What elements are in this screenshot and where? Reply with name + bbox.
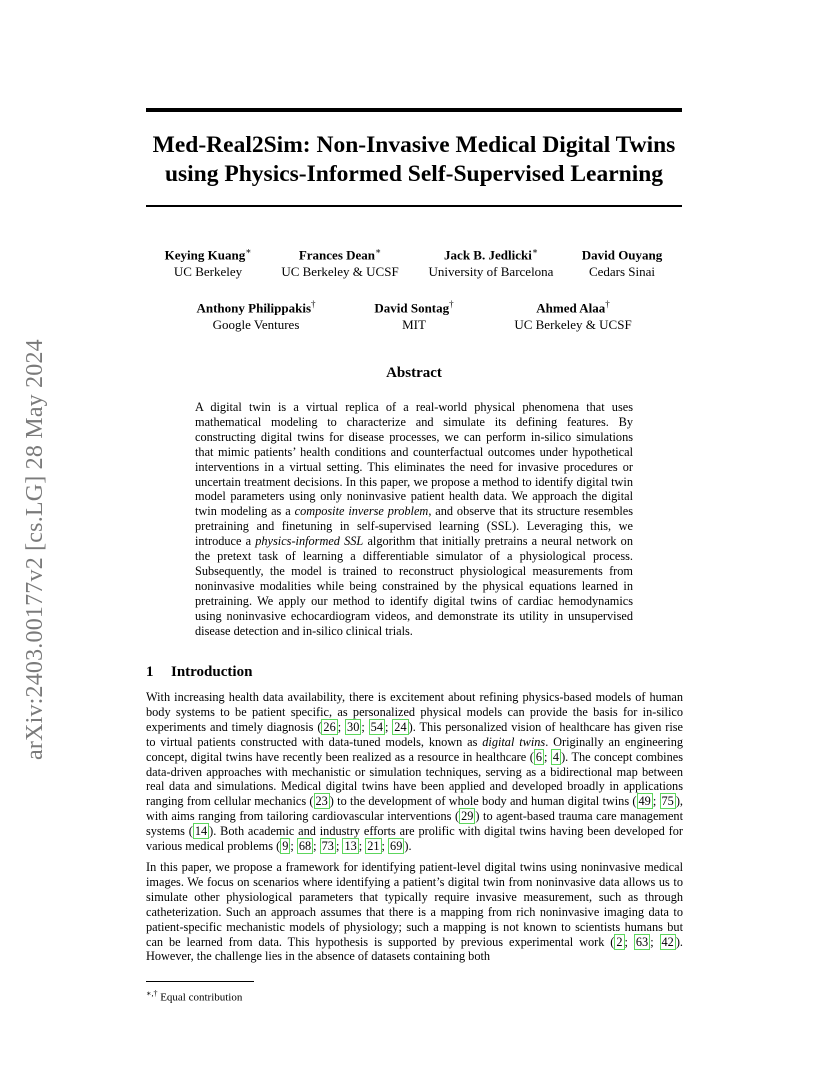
section-heading-introduction: 1 Introduction xyxy=(146,664,253,680)
citation-link[interactable]: 73 xyxy=(321,839,334,854)
citation-link[interactable]: 75 xyxy=(661,794,674,809)
abstract-heading: Abstract xyxy=(386,365,442,381)
author-affiliation: UC Berkeley & UCSF xyxy=(514,317,632,333)
author-name: Frances Dean∗ xyxy=(298,246,382,263)
title-rule-bottom xyxy=(146,205,682,207)
author-name: David Sontag† xyxy=(374,299,454,316)
author-affiliation: Cedars Sinai xyxy=(588,264,656,280)
author-affiliation: University of Barcelona xyxy=(428,264,554,280)
author-block xyxy=(196,296,315,333)
citation-link[interactable]: 29 xyxy=(461,809,474,824)
citation-link[interactable]: 4 xyxy=(552,749,560,764)
author-affiliation: UC Berkeley xyxy=(173,264,243,280)
author-name: Ahmed Alaa† xyxy=(536,299,610,316)
author-affiliation: MIT xyxy=(402,317,426,333)
title-rule-top xyxy=(146,108,682,112)
citation-link[interactable]: 42 xyxy=(661,934,674,949)
arxiv-identifier: arXiv:2403.00177v2 [cs.LG] 28 May 2024 xyxy=(22,339,48,760)
citation-link[interactable]: 14 xyxy=(194,824,208,839)
author-affiliation: UC Berkeley & UCSF xyxy=(281,264,399,280)
footnote-rule xyxy=(146,981,254,982)
citation-link[interactable]: 9 xyxy=(282,839,289,854)
abstract-text: A digital twin is a virtual replica of a real-world physical phenomena that uses mathematical modeling to characterize and simulate its defining features. By constructing digital twins for disease processes, we can perform in-silico simulations that mimic patients’ health conditions and counterfactual outcomes under hypothetical interventions in a virtual setting. This eliminates the need for invasive procedures or uncertain treatment decisions. In this paper, we propose a method to identify digital twin model parameters using only noninvasive patient health data. We approach the digital twin modeling as a composite inverse problem, and observe that its structure resembles pretraining and finetuning in self-supervised learning (SSL). Leveraging this, we introduce a physics-informed SSL algorithm that initially pretrains a neural network on the pretext task of learning a differentiable simulator of a physiological process. Subsequently, the model is trained to reconstruct physiological measurements from noninvasive modalities while being constrained by the physical equations learned in pretraining. We apply our method to identify digital twins of cardiac hemodynamics using noninvasive echocardiogram videos, and demonstrate its utility in unsupervised disease detection and in-silico clinical trials. xyxy=(195,400,634,638)
author-block xyxy=(165,243,252,280)
author-block xyxy=(374,296,453,333)
author-affiliation: Google Ventures xyxy=(212,317,300,333)
citation-link[interactable]: 63 xyxy=(635,934,649,949)
author-block xyxy=(582,243,663,280)
citation-link[interactable]: 13 xyxy=(344,839,357,854)
citation-link[interactable]: 30 xyxy=(347,719,360,734)
intro-paragraph-2: In this paper, we propose a framework for identifying patient-level digital twins using noninvasive medical images. We focus on scenarios where identifying a patient’s digital twin from noninvasive data allows us to simulate other physiological parameters that typically require invasive measurement, such as through catheterization. Such an approach assumes that there is a mapping from rich noninvasive imaging data to patient-specific mechanistic models of physiology; such a mapping is not known to scientists humans but can be learned from data. This hypothesis is supported by previous experimental work ( 2 ; 63 ; 42 ). However, the challenge lies in the absence of datasets containing both xyxy=(146,860,683,964)
title-line-1: Med-Real2Sim: Non-Invasive Medical Digital Twins xyxy=(152,132,676,158)
citation-link[interactable]: 24 xyxy=(394,719,407,734)
citation-link[interactable]: 21 xyxy=(367,839,380,854)
citation-link[interactable]: 2 xyxy=(616,934,623,949)
author-block xyxy=(429,243,554,280)
citation-link[interactable]: 6 xyxy=(535,749,542,764)
intro-paragraph-1: With increasing health data availability, there is excitement about refining physics-based models of human body systems to be patient specific, as personalized physical models can provide the basis for in-silico experiments and timely diagnosis ( 26 ; 30 ; 54 ; 24 ). This personalized vision of healthcare has given rise to virtual patients constructed with data-tuned models, known as digital twins. Originally an engineering concept, digital twins have recently been realized as a resource in healthcare ( 6 ; 4 ). The concept combines data-driven approaches with mechanistic or simulation techniques, serving as a bidirectional map between real data and simulations. Medical digital twins have been applied and developed broadly in applications ranging from cellular mechanics ( 23 ) to the development of whole body and human digital twins ( 49 ; 75 ), with aims ranging from tailoring cardiovascular interventions ( 29 ) to agent-based trauma care management systems ( 14 ). Both academic and industry efforts are prolific with digital twins having been developed for various medical problems ( 9 ; 68 ; 73 ; 13 ; 21 ; 69 ). xyxy=(146,690,684,854)
author-name: Jack B. Jedlicki∗ xyxy=(444,246,538,263)
author-block xyxy=(514,296,631,333)
footnote: ∗,† Equal contribution xyxy=(146,989,243,1004)
author-name: Anthony Philippakis† xyxy=(196,299,316,316)
citation-link[interactable]: 54 xyxy=(370,719,383,734)
author-name: Keying Kuang∗ xyxy=(164,246,252,263)
citation-link[interactable]: 49 xyxy=(638,794,651,809)
citation-link[interactable]: 26 xyxy=(323,719,336,734)
citation-link[interactable]: 23 xyxy=(315,794,328,809)
author-block xyxy=(281,243,398,280)
title-line-2: using Physics-Informed Self-Supervised Learning xyxy=(164,161,664,187)
citation-link[interactable]: 69 xyxy=(390,839,403,854)
citation-link[interactable]: 68 xyxy=(298,839,312,854)
author-name: David Ouyang xyxy=(581,247,663,263)
paper-title xyxy=(146,131,682,189)
